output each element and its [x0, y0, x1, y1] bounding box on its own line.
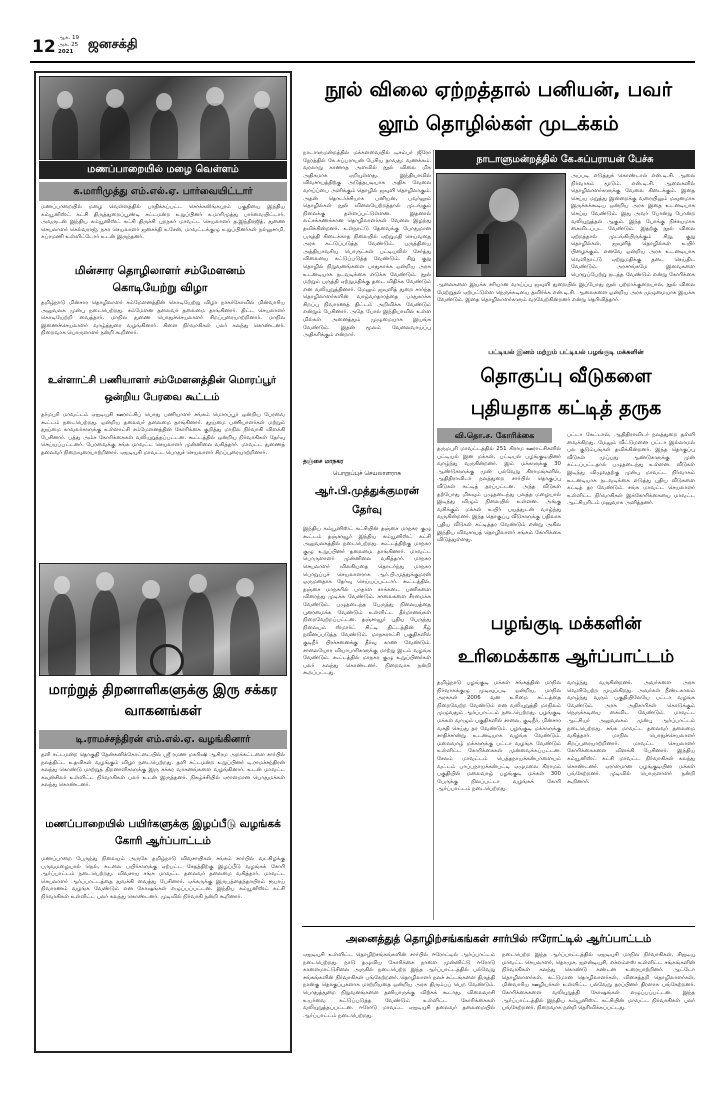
story4-byline: டி.ராமச்சந்திரன் எம்.எல்.ஏ. வழங்கினார் — [39, 730, 287, 749]
masthead — [30, 34, 292, 60]
story4-text: தளி சட்டமன்ற தொகுதி தேன்கனிக்கோட்டையில் ஸ்ரீ ரமண மகரிஷி ஆசிரம அறக்கட்டளை சார்பில் நலத்திட்ட உதவிகள் வழங்கும் விழா நடைபெற்றது. தளி சட்டமன்ற உறுப்பினர் டி.ராமச்சந்திரன் கலந்து கொண்டு மாற்றுத் திறனாளிகளுக்கு இரு சக்கர வாகனங்களை வழங்கினார். உடன் மாவட்ட கவுன்சிலர் உள்ளிட்ட நிர்வாகிகள் பலர் உடன் இருந்தனர். நிகழ்ச்சியில் ஏராளமான பொதுமக்கள் கலந்து கொண்டனர். — [41, 752, 285, 789]
masthead-rule — [30, 61, 695, 63]
main-headline: நூல் விலை ஏற்றத்தால் பனியன், பவர் லூம் தொழில்கள் முடக்கம் — [324, 77, 673, 135]
issue-date-day: ஆக. 19 — [58, 35, 79, 41]
story1-text: மணப்பாறையில் மழை வெள்ளத்தில் பாதிக்கப்பட்ட சொக்கலிங்கபுரம் பகுதியை இந்திய கம்யூனிஸ்ட் கட்சி திருத்துறைப்பூண்டி சட்டமன்ற உறுப்பினர் க.மாரிமுத்து பார்வையிட்டார். அவருடன் இந்திய கம்யூனிஸ்ட் கட்சி திருச்சி புறநகர் மாவட்ட செயலாளர் த.இந்திரஜித், துணை செயலாளர் செல்வராஜ், நகர செயலாளர் ஜனசக்தி உசேன், மாவட்டக்குழு உறுப்பினர்கள் நல்லுசாமி, சுப்ரமணி உள்ளிட்டோர் உடன் இருந்தனர். — [41, 204, 285, 241]
story5-text: மணப்பாறை பேருந்து நிலையம் அருகே தமிழ்நாடு விவசாயிகள் சங்கம் சார்பில் வடகிழக்கு பருவமழையால் நெல், கடலை பயிர்களுக்கு ஏற்பட்ட சேதத்திற்கு இழப்பீடு வழங்கக் கோரி ஆர்ப்பாட்டம் நடைபெற்றது. விவசாய சங்க மாவட்ட தலைவர் தலைமை வகித்தார். மாவட்ட செயலாளர் ஆர்ப்பாட்டத்தை துவக்கி வைத்து பேசினார். ஏக்கருக்கு இருபத்தைந்தாயிரம் ரூபாய் நிவாரணம் வழங்க வேண்டும் என கோஷங்கள் எழுப்பப்பட்டன. இந்திய கம்யூனிஸ்ட் கட்சி நிர்வாகிகள் உள்ளிட்ட பலர் கலந்து கொண்டனர். முடிவில் நிர்வாகி நன்றி கூறினார். — [41, 856, 285, 900]
col-a-headline: ஆர்.பி.முத்துக்குமரன் தேர்வு — [315, 485, 419, 516]
wheelchair-distribution-photo — [39, 563, 287, 676]
story2-text: தமிழ்நாடு மின்சார தொழிலாளர் சம்மேளனத்தின் கொடியேற்று விழா நாகர்கோவில் மின்வாரிய அலுவலக முன்பு நடைபெற்றது. சம்மேளன தலைவர் தலைமை தாங்கினார். திட்ட செயலாளர் கொடியேற்றி வைத்தார். மாநில துணை பொதுச்செயலாளர் சிறப்புரையாற்றினார். மாநில இணைச்செயலாளர் வாழ்த்துரை வழங்கினார். கிளை நிர்வாகிகள் பலர் கலந்து கொண்டனர். நிறைவாக பொருளாளர் நன்றி கூறினார். — [41, 300, 285, 337]
main-subhead-band: நாடாளுமன்றத்தில் கே.சுப்பராயன் பேச்சு — [435, 150, 695, 169]
story-c-text1: தமிழ்நாடு பழங்குடி மக்கள் சங்கத்தின் மாநில நிர்வாகக்குழு முடிவுப்படி ஒன்றிய, மாநில அரசுகள் 2006 வன உரிமை சட்டத்தை நிறைவேற்ற வேண்டும் என வலியுறுத்தி மாநிலம் முழுவதும் ஆர்ப்பாட்டம் நடைபெற்றது. பழங்குடி மக்கள் வாழும் பகுதிகளில் சாலை, குடிநீர், மின்சார வசதி செய்து தர வேண்டும். பழங்குடி மக்களுக்கு சாதிச்சான்று உடனடியாக வழங்க வேண்டும். மலைவாழ் மக்களுக்கு பட்டா வழங்க வேண்டும் உள்ளிட்ட கோரிக்கைகள் முன்வைக்கப்பட்டன. சேலம் மாவட்டம் பெத்தநாயக்கன்பாளையம் வட்டம் பாப்பநாயக்கன்பட்டி ஏழுமலை கிராமம் பகுதியில் மலைவாழ் பழங்குடி மக்கள் 300 பேருக்கு நிலப்பட்டா வழங்கக் கோரி ஆர்ப்பாட்டம் நடைபெற்றது. — [437, 680, 561, 793]
story-b-band: பட்டியல் இனம் மற்றும் பட்டியல் பழங்குடி மக்களின் — [488, 348, 644, 356]
story5-headline: மணப்பாறையில் பயிர்களுக்கு இழப்பீடு வழங்கக் கோரி ஆர்ப்பாட்டம் — [45, 818, 281, 847]
issue-year: 2021 — [58, 49, 74, 55]
story-c-text2: வாழ்ந்து வருகின்றனர். அவர்களை அரசு வெளியேற்ற முயல்கிறது. அவர்கள் நீண்டகாலம் வாழ்ந்து வரும் பகுதியிலேயே பட்டா வழங்க வேண்டும். அரசு அதிகாரிகள் கொடுக்கும் நெருக்கடியை கைவிட வேண்டும். மாவட்ட ஆட்சியர் அலுவலகம் முன்பு ஆர்ப்பாட்டம் நடைபெற்றது. சங்க மாவட்ட தலைவர் தலைமை வகித்தார். மாநில பொதுச்செயலாளர் சிறப்புரையாற்றினார். மாவட்ட செயலாளர் கோரிக்கைகளை விளக்கி பேசினார். இந்திய கம்யூனிஸ்ட் கட்சி மாவட்ட நிர்வாகிகள் கலந்து கொண்டனர். ஏராளமான பழங்குடியின மக்கள் பங்கேற்றனர். முடிவில் பொருளாளர் நன்றி கூறினார். — [567, 680, 695, 785]
main-lead-text: நாடாளுமன்றத்தில் மக்களவையில் டிசம்பர் ஜீரோ நேரத்தில் கே.சுப்பராயன் பேசிய தாவது: வணக்கம். வரலாறு காணாத அளவில் நூல் விலை மிக அதிகமாக ஏறியுள்ளது. இந்தியாவில் விவசாயத்திற்கு அடுத்தபடியாக அதிக வேலை வாய்ப்பை அளிக்கும் தொழில் ஜவுளி தொழிலாகும். அதன் தொடர்ச்சியாக பனியன், பவர்லூம் தொழில்கள் நூல் விலையேற்றத்தால் முடங்கும் நிலைக்கு தள்ளப்பட்டுள்ளன. இதனால் லட்சக்கணக்கான தொழிலாளர்கள் வேலை இழந்து தவிக்கின்றனர். உள்நாட்டு தேவைக்கு போதுமான பருத்தி கிடைக்காத நிலையில் ஏற்றுமதி செய்வதை அரசு கட்டுப்படுத்த வேண்டும். பருத்தியை அத்தியாவசிய பொருட்கள் பட்டியலில் சேர்த்து விலையை கட்டுப்படுத்த வேண்டும். சிறு குறு தொழில் நிறுவனங்களை பாதுகாக்க ஒன்றிய அரசு உடனடியாக நடவடிக்கை எடுக்க வேண்டும். நூல் மற்றும் பருத்தி ஏற்றுமதிக்கு தடை விதிக்க வேண்டும் என வலியுறுத்தினார். மேலும் ஜவுளித் துறை சார்ந்த தொழிலாளர்களின் வாழ்வாதாரத்தை பாதுகாக்க சிறப்பு நிவாரணத் திட்டம் அறிவிக்க வேண்டும் என்றும் பேசினார். அதே போல் இந்தியாவில் உள்ள மில்கள் அனைத்தும் முழுமையாக இயங்க வேண்டும். இதன் மூலம் வேலைவாய்ப்பு அதிகரிக்கும் என்றார். — [303, 150, 431, 339]
col-a-kicker: தஞ்சை மாநகர — [303, 458, 344, 465]
bottom-headline: அனைத்துத் தொழிற்சங்கங்கள் சார்பில் ஈரோட்டில் ஆர்ப்பாட்டம் — [345, 933, 652, 945]
bottom-rule — [302, 926, 695, 927]
story-b-headline: தொகுப்பு வீடுகளை புதியதாக கட்டித் தருக — [470, 365, 662, 419]
main-right-text: அப்படி எடுத்துக் கொண்டால் என்.டி.சி. ஆலை நிர்வாகம் மூடும். என்.டி.சி. ஆலைகளில் தொழிலாளர்களுக்கு வேலை கிடைக்கும். இதை செய்ய மறுத்து இன்றைக்கு வரையிலும் மவுனமாக இருக்கக்கூடிய ஒன்றிய அரசு இதை உடனடியாக செய்ய வேண்டும். இது அவர் போன்று போன்ற வலியுறுத்தல் ஆகும். இந்த போக்கு நிச்சயமாக கைவிடப்பட வேண்டும். இதற்கு நூல் விலை ஏற்றத்தால் முடங்கியிருக்கும் சிறு, குறு தொழில்கள், ஜவுளித் தொழில்கள் உயிர் பிழைக்கும். எனவே ஒன்றிய அரசு உடனடியாக வெளிநாட்டு ஏற்றுமதிக்கு தடை செய்திட வேண்டும். அரசாங்கமே இவைகளை பொறுப்பேற்று நடத்த வேண்டும் என்று கோரிக்கை — [571, 173, 695, 278]
col-a-kicker2: பொறுப்புச் செயலாளராக — [332, 470, 402, 477]
page-number: 12 — [32, 37, 56, 57]
photo-caption-text: ஆலைகளை இயக்க சரியான வாய்ப்பு ஜவுளி துறையில் இப்போது நூல் பற்றாக்குறையால், நூல் விலை மேற்றுதல் ஏற்பட்டுள்ள நெருக்கடியை தவிர்க்க என்.டி.சி. ஆலைகளை ஒன்றிய அரசு முழுமையாக இயக்க வேண்டும். இதை தொழிலாளர்களும் வரவேற்கின்றனர் என்று தெரிவித்தார். — [437, 282, 695, 304]
speaker-photo — [436, 173, 566, 277]
story-b-byline: வி.தொ.ச. கோரிக்கை — [437, 428, 552, 443]
story-b-text1: தருமபுரி மாவட்டத்தில் 251 கிராம ஊராட்சிகளில் பட்டியல் இன மக்கள், பட்டியல் பழங்குடியினர் வாழ்ந்து வருகின்றனர். இம் மக்களுக்கு 30 ஆண்டுகளுக்கு முன் பல்வேறு கிராமங்களில், ஆதிதிராவிடர் நலத்துறை சார்பில் தொகுப்பு வீடுகள் கட்டித் தரப்பட்டன. அந்த வீடுகள் தற்போது மிகவும் பழுதடைந்து பலத்த மழையால் இடிந்து விழும் நிலையில் உள்ளன. அங்கு வசிக்கும் மக்கள் உயிர் பயத்துடன் வாழ்ந்து வருகின்றனர். இந்த தொகுப்பு வீடுகளுக்கு பதிலாக புதிய வீடுகள் கட்டித்தர வேண்டும் என்று அகில இந்திய விவசாயத் தொழிலாளர் சங்கம் கோரிக்கை விடுத்துள்ளது. — [437, 446, 561, 544]
bottom-text1: ஏஐடியுசி உள்ளிட்ட தொழிற்சங்கங்களின் சார்பில் ஈரோட்டில் ஆர்ப்பாட்டம் நடைபெற்றது. நாடு தழுவிய கோரிக்கை நாளை முன்னிட்டு ஈரோடு காளைமாட்டுசிலை அருகில் நடைபெற்ற இந்த ஆர்ப்பாட்டத்தில் பல்வேறு சங்கங்களின் நிர்வாகிகள் பங்கேற்றனர். தொழிலாளர் நலச் சட்டங்களை திருத்தி நான்கு தொகுப்புகளாக மாற்றியதை ஒன்றிய அரசு திரும்பப் பெற வேண்டும். பொதுத்துறை நிறுவனங்களை தனியாருக்கு விற்கக் கூடாது. விலைவாசி உயர்வை கட்டுப்படுத்த வேண்டும் உள்ளிட்ட கோரிக்கைகள் வலியுறுத்தப்பட்டன. ஈரோடு மாவட்ட ஏஐடியுசி தலைவர் தலைமையில் ஆர்ப்பாட்டம் நடைபெற்றது. — [303, 952, 495, 1019]
paper-name: ஜனசக்தி — [88, 37, 138, 52]
story3-text: தர்மபுரி மாவட்டம் ஏஐடியுசி ஊராட்சிப் பொது பணியாளர் சங்கம் மொரப்பூர் ஒன்றிய பேரவை கூட்டம் நடைபெற்றது. ஒன்றிய தலைவர் தலைமை தாங்கினார். தூய்மை பணியாளர்கள் மற்றும் தூய்மை காவலர்களுக்கு உள்ளாட்சி சம்மேளனத்தின் கோரிக்கை குறித்து மாநில நிர்வாகி விளக்கி பேசினார். பத்து அம்ச கோரிக்கைகள் வலியுறுத்தப்பட்டன. கூட்டத்தில் ஒன்றிய நிர்வாகிகள் தேர்வு செய்யப்பட்டனர். பேரவைக்கு சங்க மாவட்ட செயலாளர் முன்னிலை வகித்தார். மாவட்ட துணைத் தலைவர் நிறைவுரையாற்றினார். ஏஐடியுசி மாவட்ட பொதுச் செயலாளர் சிறப்புரையாற்றினார். — [41, 412, 285, 456]
rain-flood-photo — [39, 76, 287, 160]
col-a-text: இந்திய கம்யூனிஸ்ட் கட்சியின் தஞ்சை மாநகர குழு கூட்டம் தஞ்சாவூர் இந்திய கம்யூனிஸ்ட் கட்சி அலுவலகத்தில் நடைபெற்றது. கூட்டத்திற்கு மாநகர குழு உறுப்பினர் தலைமை தாங்கினார். மாவட்ட பொருளாளர் முன்னிலை வகித்தார். மாநகர செயலாளர் விலகியதை தொடர்ந்து மாநகர பொறுப்புச் செயலாளராக ஆர்.பி.முத்துக்குமரன் ஒருமனதாக தேர்வு செய்யப்பட்டார். கூட்டத்தில், தஞ்சை மாநகரில் பாதாள சாக்கடை பணிகளை விரைந்து முடிக்க வேண்டும். சாலைகளை சீரமைக்க வேண்டும். பழுதடைந்த பேருந்து நிலையத்தை புனரமைக்க வேண்டும் உள்ளிட்ட தீர்மானங்கள் நிறைவேற்றப்பட்டன. தஞ்சாவூர் புதிய பேருந்து நிலையம் ஸ்மார்ட் சிட்டி திட்டத்தின் கீழ் நவீனப்படுத்த வேண்டும். மாநகராட்சி பகுதிகளில் குடிநீர் பிரச்சனைக்கு தீர்வு காண வேண்டும். சாலையோர வியாபாரிகளுக்கு மாற்று இடம் வழங்க வேண்டும். கூட்டத்தில் மாநகர குழு உறுப்பினர்கள் பலர் கலந்து கொண்டனர். நிறைவாக நன்றி கூறப்பட்டது. — [303, 526, 431, 677]
story-b-text2: பட்டா கேட்டால், ஆதிதிராவிடர் நலத்துறை தள்ளி வைக்கிறது. மேலும் வீட்டுமனை பட்டா இல்லாமல் பல குடும்பங்கள் தவிக்கின்றனர். இந்த தொகுப்பு வீடுகள் முப்பது ஆண்டுகளுக்கு முன் கட்டப்பட்டதால் பழுதடைந்து உள்ளன. வீடுகள் இடிந்து விழுவதற்கு முன்பு மாவட்ட நிர்வாகம் உடனடியாக நடவடிக்கை எடுத்து புதிய வீடுகளை கட்டித் தர வேண்டும். சங்க மாவட்ட செயலாளர் உள்ளிட்ட நிர்வாகிகள் இக்கோரிக்கையை மாவட்ட ஆட்சியரிடம் மனுவாக அளித்தனர். — [567, 432, 695, 507]
bottom-text2: நடைபெற்ற இந்த ஆர்ப்பாட்டத்தில் ஏஐடியுசி மாநில நிர்வாகிகள், சிஐடியு மாவட்ட செயலாளர், தொமுச, ஐஎன்டியுசி, எச்எம்எஸ் உள்ளிட்ட சங்கங்களின் நிர்வாகிகள் கலந்து கொண்டு கண்டன உரையாற்றினர். ஆட்டோ தொழிலாளர்கள், கட்டுமான தொழிலாளர்கள், விசைத்தறி தொழிலாளர்கள், மின்வாரிய ஊழியர்கள் உள்ளிட்ட பல்வேறு தரப்பினர் திரளாக பங்கேற்றனர். கோரிக்கைகளை வலியுறுத்தி கோஷங்கள் எழுப்பப்பட்டன. இந்த ஆர்ப்பாட்டத்தில் இந்திய கம்யூனிஸ்ட் கட்சியின் மாவட்ட நிர்வாகிகள் பலர் பங்கேற்றனர். நிறைவாக நன்றி தெரிவிக்கப்பட்டது. — [502, 952, 695, 1012]
photo2-caption: மாற்றுத் திறனாளிகளுக்கு இரு சக்கர வாகனங்கள் — [48, 682, 278, 719]
story3-headline: உள்ளாட்சி பணியாளர் சம்மேளனத்தின் மொரப்பூர் ஒன்றிய பேரவை கூட்டம் — [47, 375, 277, 403]
story-c-headline: பழங்குடி மக்களின் உரிமைக்காக ஆர்ப்பாட்டம் — [457, 614, 675, 667]
issue-date-month: அக. 25 — [58, 42, 79, 48]
story1-byline: க.மாரிமுத்து எம்.எல்.ஏ. பார்வையிட்டார் — [39, 182, 287, 201]
column-divider — [433, 150, 434, 920]
photo1-caption: மணப்பாறையில் மழை வெள்ளம் — [39, 161, 287, 179]
story2-headline: மின்சார தொழிலாளர் சம்மேளனம் கொடியேற்று விழா — [74, 264, 246, 294]
